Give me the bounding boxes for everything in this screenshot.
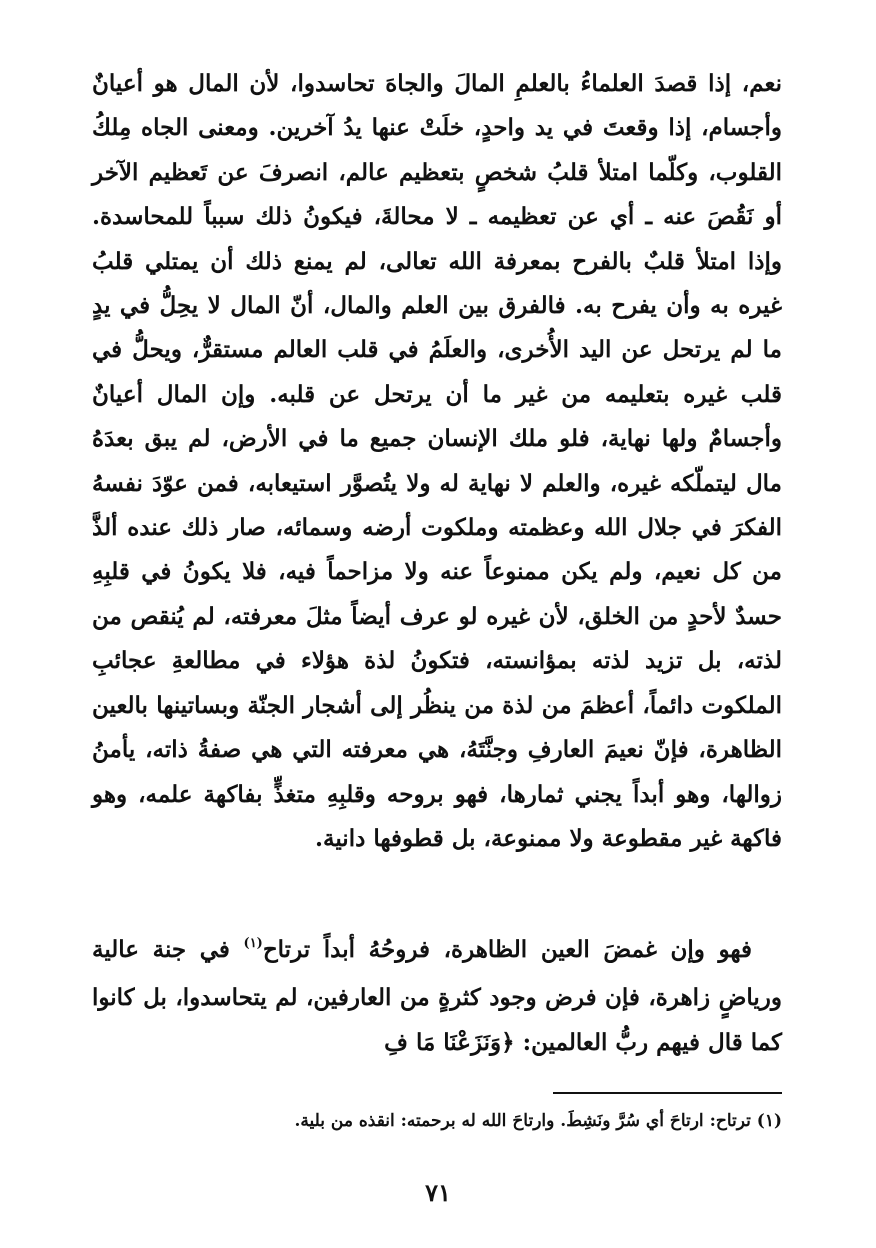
- footnote-reference-mark: (١): [243, 936, 263, 951]
- footnote-separator-rule: [553, 1092, 782, 1094]
- page-number: ٧١: [425, 1178, 451, 1207]
- footnote: (١) ترتاح: ارتاحَ أي سُرَّ ونَشِطَ. وارتاحَ الله له برحمته: انقذه من بلية.: [294, 1111, 782, 1131]
- paragraph-2-text-end: في جنة عالية ورياضٍ زاهرة، فإن فرض وجود كثرةٍ من العارفين، لم يتحاسدوا، بل كانوا كما قال فيهم ربُّ العالمين: ﴿وَنَزَعْنَا مَا فِ: [92, 936, 782, 1056]
- body-paragraph-1: نعم، إذا قصدَ العلماءُ بالعلمِ المالَ والجاهَ تحاسدوا، لأن المال هو أعيانٌ وأجسام، إذا وقعتَ في يد واحدٍ، خلَتْ عنها يدُ آخرين. ومعنى الجاه مِلكُ القلوب، وكلّما امتلأ قلبُ شخصٍ بتعظيم عالم، انصرفَ عن تَعظيم الآخر أو نَقُصَ عنه ـ أي عن تعظيمه ـ لا محالةَ، فيكونُ ذلك سبباً للمحاسدة. وإذا امتلأ قلبٌ بالفرح بمعرفة الله تعالى، لم يمنع ذلك أن يمتلي قلبُ غيره به وأن يفرح به. فالفرق بين العلم والمال، أنّ المال لا يحِلُّ في يدٍ ما لم يرتحل عن اليد الأُخرى، والعلَمُ في قلب العالم مستقرٌّ، ويحلُّ في قلب غيره بتعليمه من غير ما أن يرتحل عن قلبه. وإن المال أعيانٌ وأجسامٌ ولها نهاية، فلو ملك الإنسان جميع ما في الأرض، لم يبق بعدَهُ مال ليتملّكه غيره، والعلم لا نهاية له ولا يتُصوَّر استيعابه، فمن عوّدَ نفسهُ الفكرَ في جلال الله وعظمته وملكوت أرضه وسمائه، صار ذلك عنده ألذَّ من كل نعيم، ولم يكن ممنوعاً عنه ولا مزاحماً فيه، فلا يكونُ في قلبِهِ حسدٌ لأحدٍ من الخلق، لأن غيره لو عرف أيضاً مثلَ معرفته، لم يُنقص من لذته، بل تزيد لذته بمؤانسته، فتكونُ لذة هؤلاء في مطالعةِ عجائبِ الملكوت دائماً، أعظمَ من لذة من ينظُر إلى أشجار الجنّة وبساتينها بالعين الظاهرة، فإنّ نعيمَ العارفِ وجنَّتَهُ، هي معرفته التي هي صفةُ ذاته، يأمنُ زوالها، وهو أبداً يجني ثمارها، فهو بروحه وقلبِهِ متغذٍّ بفاكهة علمه، وهو فاكهة غير مقطوعة ولا ممنوعة، بل قطوفها دانية.: [92, 70, 782, 852]
- body-paragraph-2: [92, 928, 782, 1065]
- paragraph-2-text-start: فهو وإن غمضَ العين الظاهرة، فروحُهُ أبداً ترتاح: [262, 936, 752, 963]
